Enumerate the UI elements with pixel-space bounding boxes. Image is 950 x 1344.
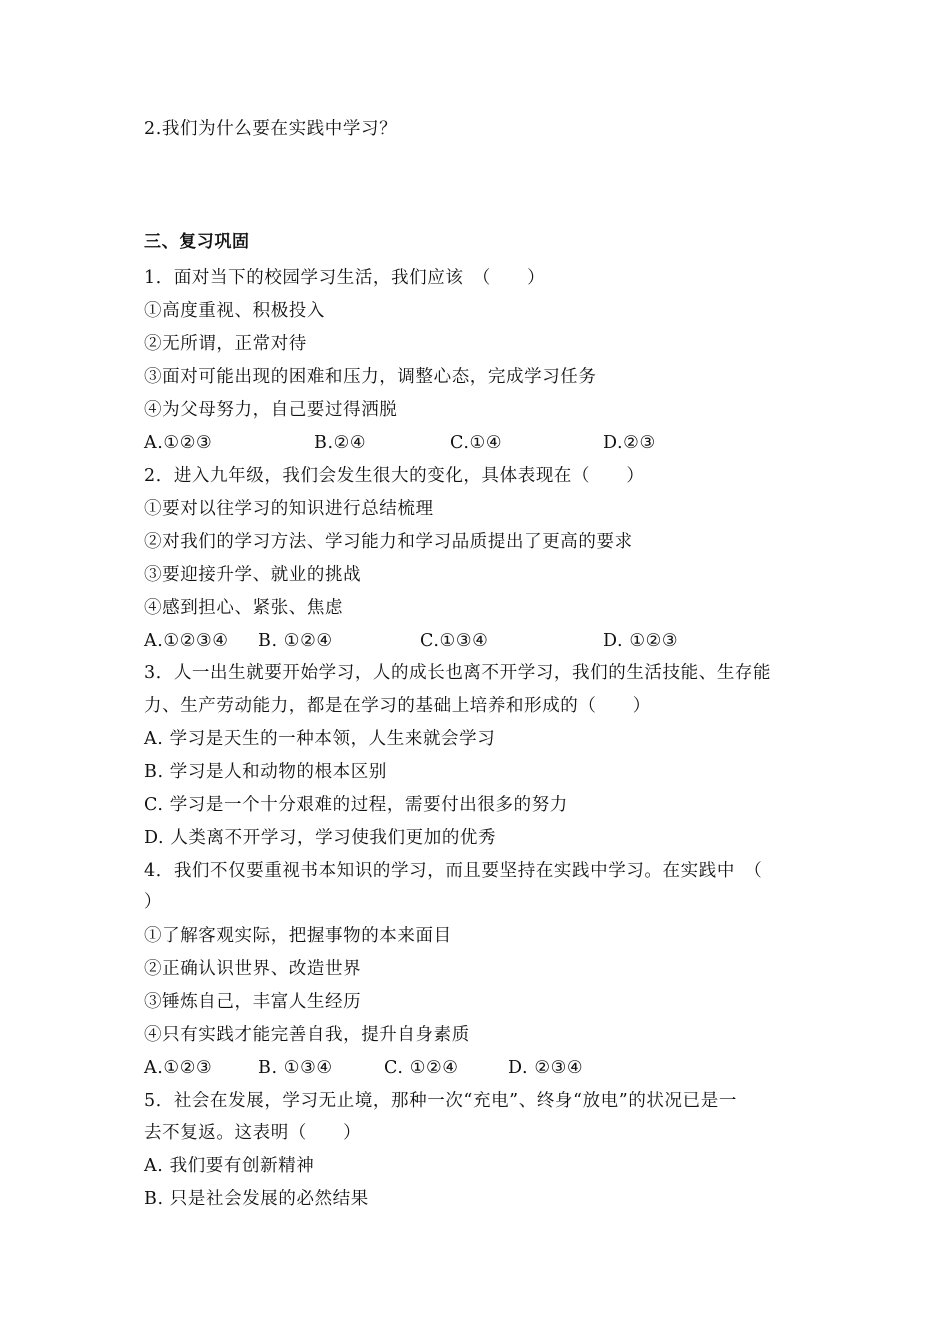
- q1-item-1: ①高度重视、积极投入: [144, 301, 325, 321]
- q2-stem: 2．进入九年级，我们会发生很大的变化，具体表现在（ ）: [144, 466, 645, 486]
- q4-option-a: A.①②③: [144, 1058, 213, 1078]
- q4-option-b: B. ①③④: [258, 1058, 333, 1078]
- q2-item-3: ③要迎接升学、就业的挑战: [144, 565, 362, 585]
- question-why-practice: 2.我们为什么要在实践中学习？: [144, 119, 398, 139]
- q4-option-c: C. ①②④: [384, 1058, 459, 1078]
- q4-item-2: ②正确认识世界、改造世界: [144, 959, 362, 979]
- q3-choice-c: C. 学习是一个十分艰难的过程，需要付出很多的努力: [144, 795, 568, 815]
- q3-choice-d: D. 人类离不开学习，学习使我们更加的优秀: [144, 828, 497, 848]
- q4-item-3: ③锤炼自己，丰富人生经历: [144, 992, 362, 1012]
- section-title: 三、复习巩固: [144, 232, 250, 252]
- q1-option-c: C.①④: [450, 433, 503, 453]
- q2-options: [144, 629, 784, 653]
- q2-option-c: C.①③④: [420, 631, 489, 651]
- q1-option-b: B.②④: [314, 433, 367, 453]
- q1-item-4: ④为父母努力，自己要过得洒脱: [144, 400, 398, 420]
- q3-stem-line2: 力、生产劳动能力，都是在学习的基础上培养和形成的（ ）: [144, 696, 651, 716]
- q4-item-4: ④只有实践才能完善自我，提升自身素质: [144, 1025, 470, 1045]
- q4-item-1: ①了解客观实际，把握事物的本来面目: [144, 926, 452, 946]
- q5-stem-line2: 去不复返。这表明（ ）: [144, 1123, 362, 1143]
- q4-option-d: D. ②③④: [508, 1058, 584, 1078]
- q1-option-d: D.②③: [603, 433, 656, 453]
- q3-stem-line1: 3．人一出生就要开始学习，人的成长也离不开学习，我们的生活技能、生存能: [144, 663, 772, 683]
- q5-stem-line1: 5．社会在发展，学习无止境，那种一次“充电”、终身“放电”的状况已是一: [144, 1091, 737, 1111]
- q1-stem: 1．面对当下的校园学习生活，我们应该 （ ）: [144, 268, 546, 288]
- q4-stem-line2: ）: [144, 892, 163, 912]
- q5-choice-a: A. 我们要有创新精神: [144, 1156, 315, 1176]
- q1-option-a: A.①②③: [144, 433, 213, 453]
- q5-choice-b: B. 只是社会发展的必然结果: [144, 1189, 369, 1209]
- q4-options: [144, 1056, 784, 1080]
- q2-option-b: B. ①②④: [258, 631, 333, 651]
- q1-options: [144, 431, 784, 455]
- q2-item-1: ①要对以往学习的知识进行总结梳理: [144, 499, 434, 519]
- q4-stem-line1: 4．我们不仅要重视书本知识的学习，而且要坚持在实践中学习。在实践中 （: [144, 861, 763, 881]
- q2-item-4: ④感到担心、紧张、焦虑: [144, 598, 344, 618]
- q2-item-2: ②对我们的学习方法、学习能力和学习品质提出了更高的要求: [144, 532, 633, 552]
- q1-item-3: ③面对可能出现的困难和压力，调整心态，完成学习任务: [144, 367, 597, 387]
- q2-option-d: D. ①②③: [603, 631, 679, 651]
- q2-option-a: A.①②③④: [144, 631, 229, 651]
- q1-item-2: ②无所谓，正常对待: [144, 334, 307, 354]
- q3-choice-a: A. 学习是天生的一种本领，人生来就会学习: [144, 729, 496, 749]
- q3-choice-b: B. 学习是人和动物的根本区别: [144, 762, 387, 782]
